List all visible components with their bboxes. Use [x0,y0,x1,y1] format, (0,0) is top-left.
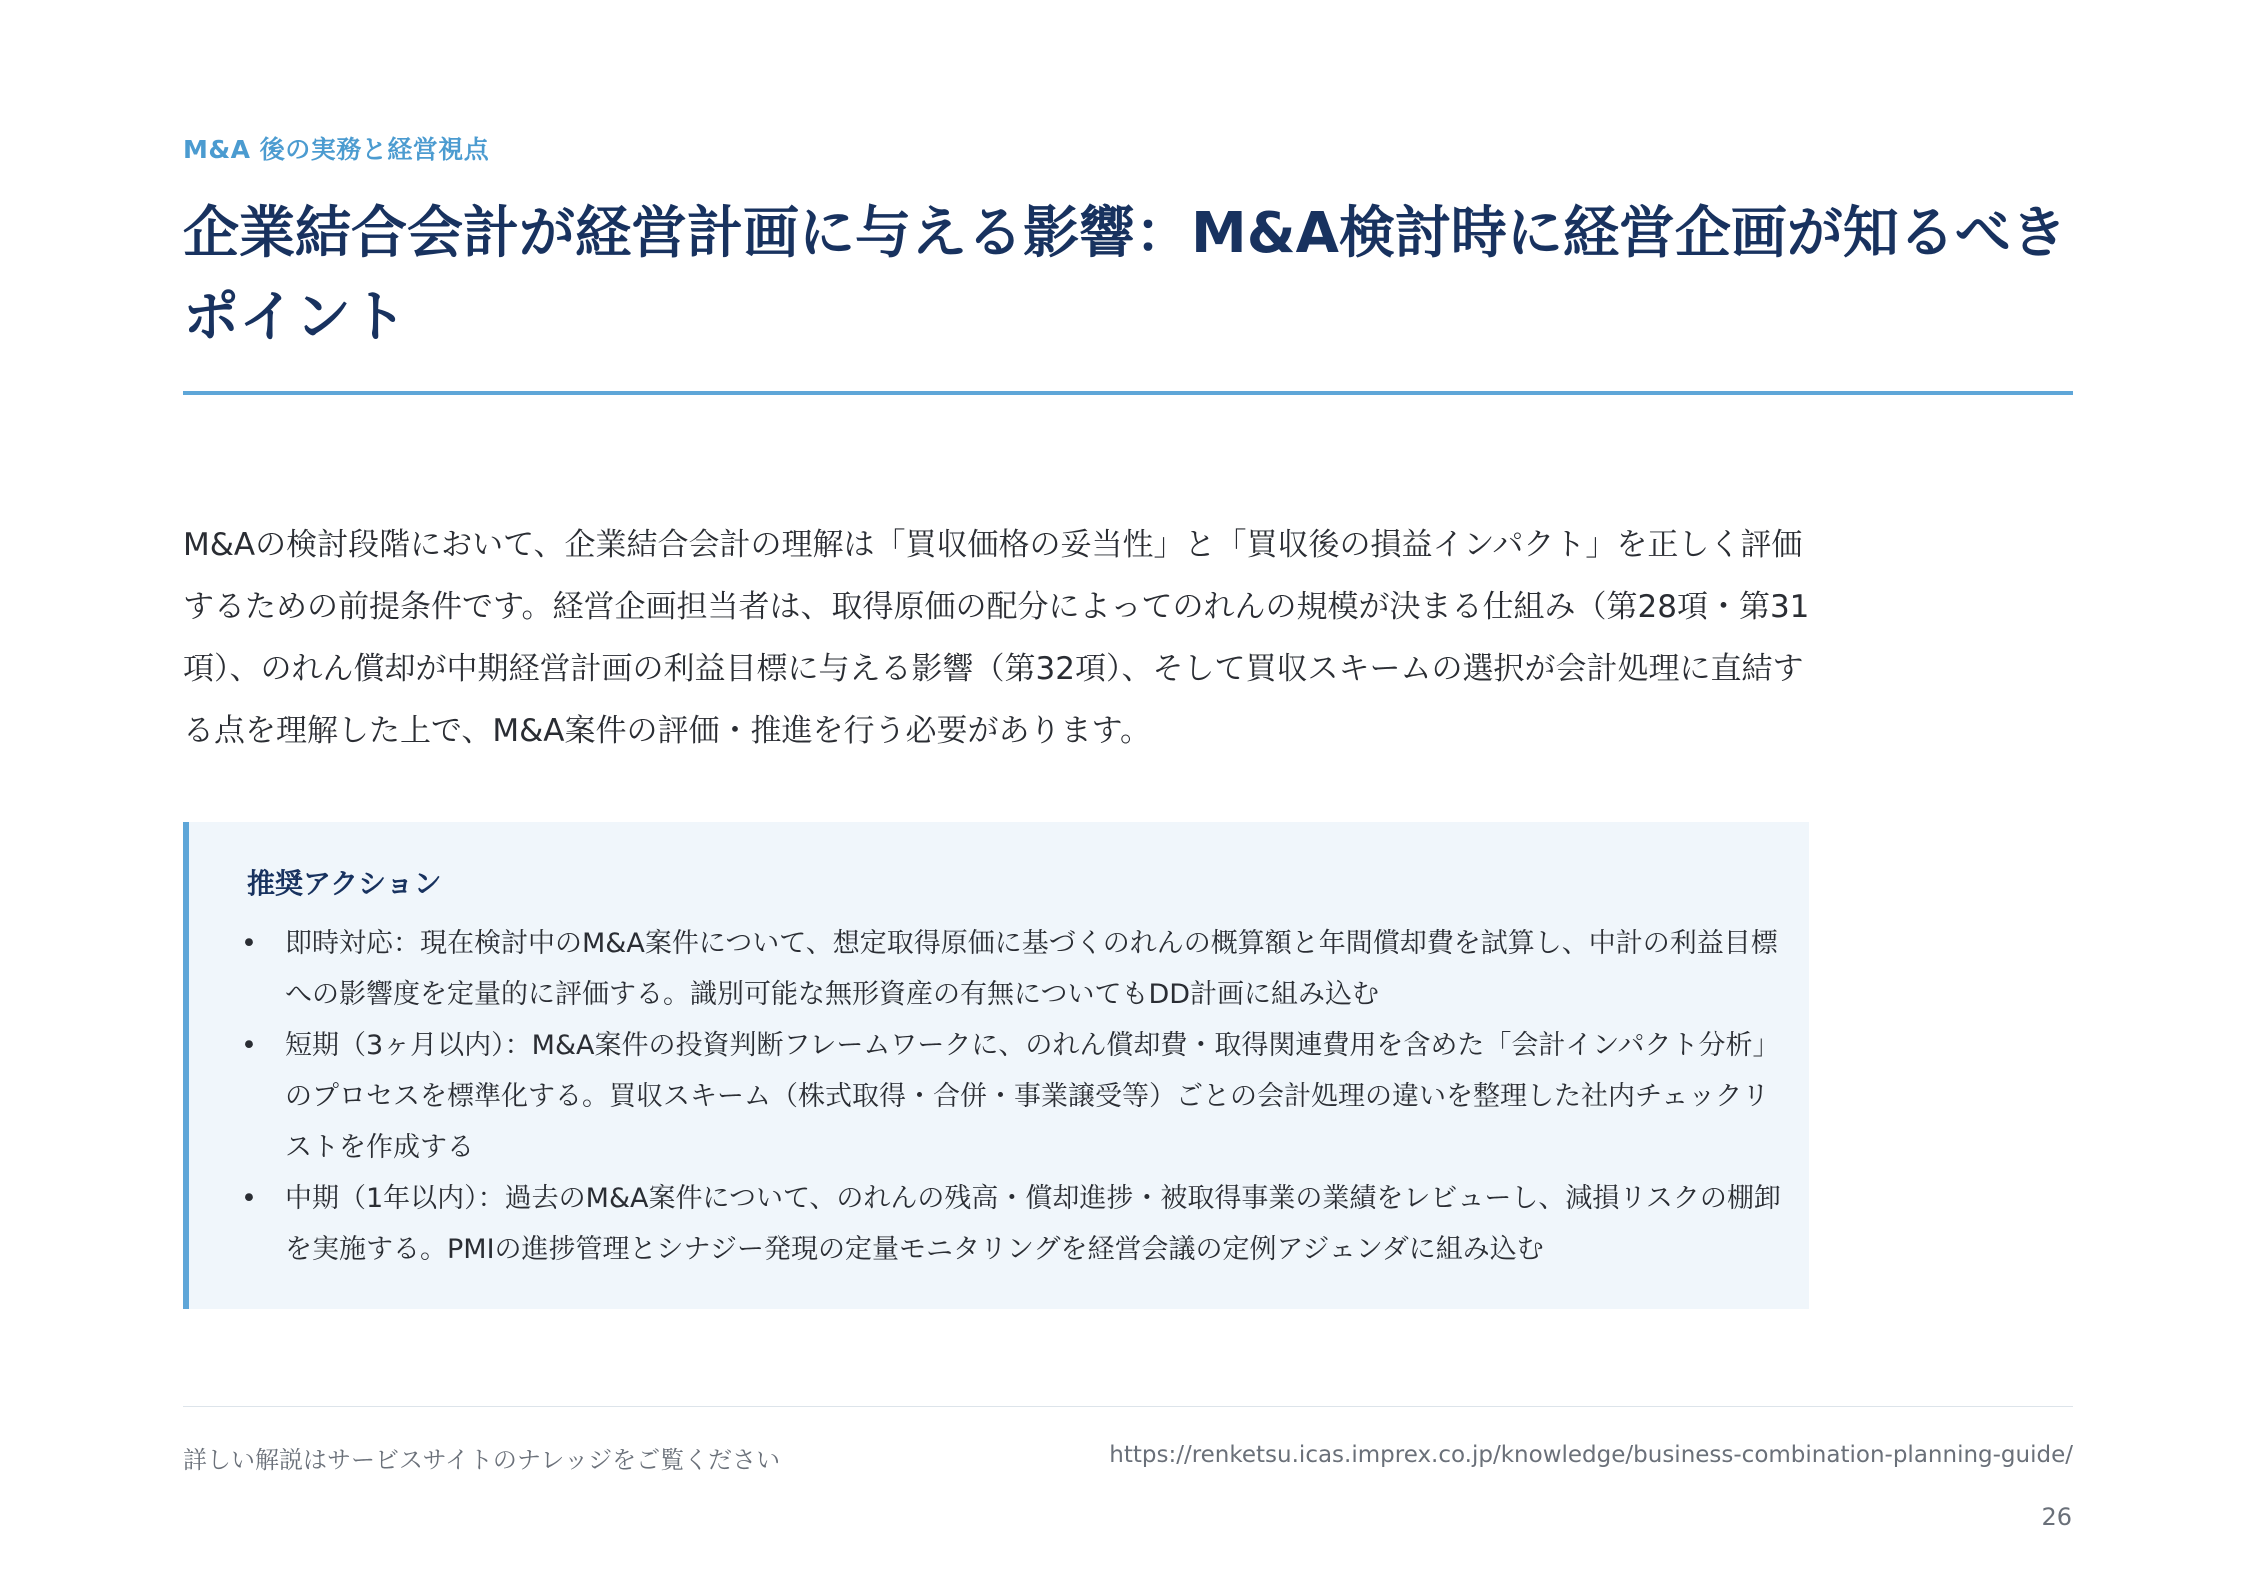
bullet-icon: • [241,1183,257,1214]
action-text: 即時対応：現在検討中のM&A案件について、想定取得原価に基づくのれんの概算額と年間償却費を試算し、中計の利益目標への影響度を定量的に評価する。識別可能な無形資産の有無についてもDD計画に組み込む [285,928,1778,1010]
bullet-icon: • [241,928,257,959]
footer-divider [183,1406,2073,1407]
bullet-icon: • [241,1030,257,1061]
lead-paragraph: M&Aの検討段階において、企業結合会計の理解は「買収価格の妥当性」と「買収後の損益インパクト」を正しく評価するための前提条件です。経営企画担当者は、取得原価の配分によってのれんの規模が決まる仕組み（第28項・第31項）、のれん償却が中期経営計画の利益目標に与える影響（第32項）、そして買収スキームの選択が会計処理に直結する点を理解した上で、M&A案件の評価・推進を行う必要があります。 [183,527,1810,749]
actions-heading: 推奨アクション [247,867,442,900]
title-divider [183,391,2073,395]
footer-note: 詳しい解説はサービスサイトのナレッジをご覧ください [183,1446,781,1474]
actions-list [241,918,1781,1275]
list-item [241,1173,1781,1275]
list-item [241,1020,1781,1173]
section-kicker: M&A 後の実務と経営視点 [183,135,490,164]
action-text: 短期（3ヶ月以内）：M&A案件の投資判断フレームワークに、のれん償却費・取得関連費用を含めた「会計インパクト分析」のプロセスを標準化する。買収スキーム（株式取得・合併・事業譲受等）ごとの会計処理の違いを整理した社内チェックリストを作成する [285,1030,1780,1163]
action-text: 中期（1年以内）：過去のM&A案件について、のれんの残高・償却進捗・被取得事業の業績をレビューし、減損リスクの棚卸を実施する。PMIの進捗管理とシナジー発現の定量モニタリングを経営会議の定例アジェンダに組み込む [285,1183,1781,1265]
page-title: 企業結合会計が経営計画に与える影響：M&A検討時に経営企画が知るべきポイント [183,201,2067,350]
knowledge-link[interactable]: https://renketsu.icas.imprex.co.jp/knowledge/business-combination-planning-guide/ [1109,1442,2073,1468]
list-item [241,918,1781,1020]
page-number: 26 [2041,1503,2072,1531]
recommended-actions-box [183,822,1809,1309]
